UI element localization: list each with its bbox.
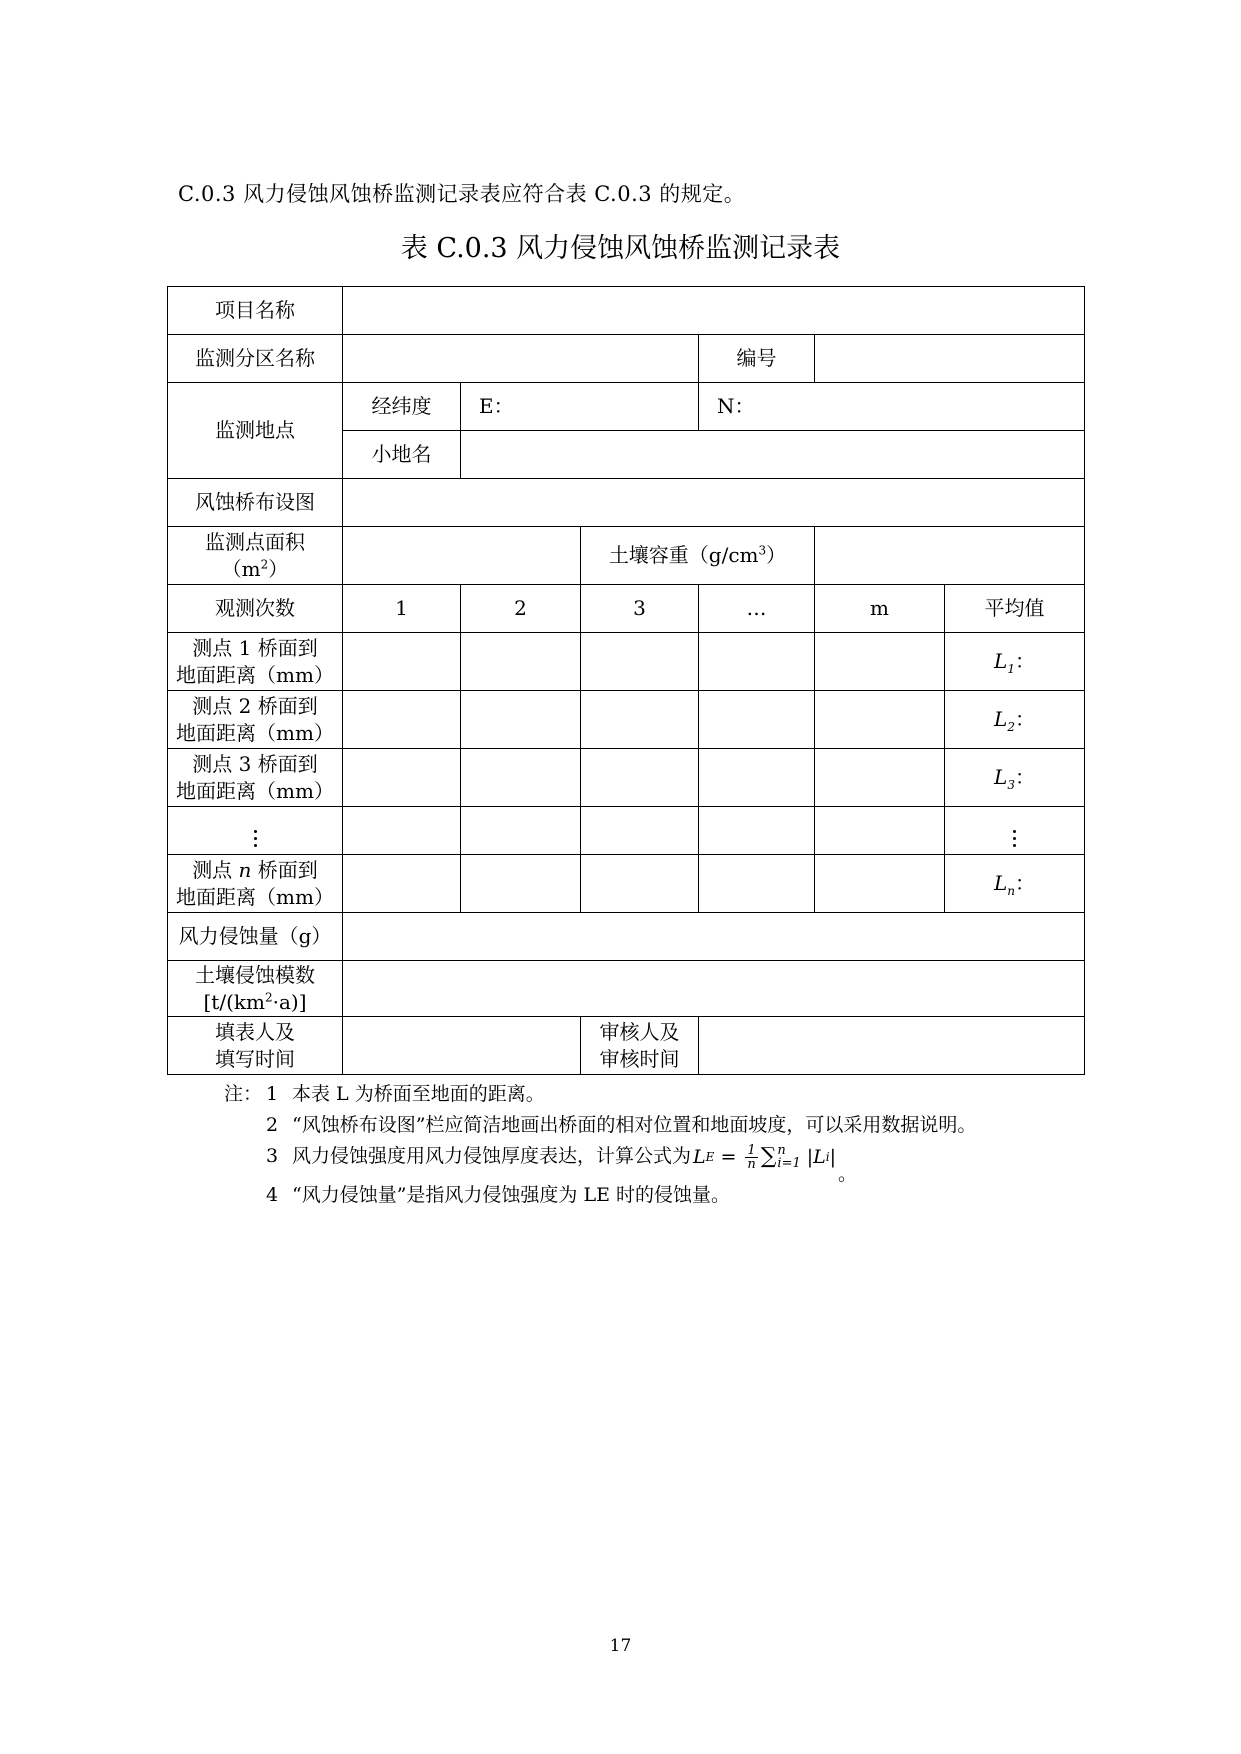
data-cell[interactable] xyxy=(461,807,581,855)
data-cell[interactable] xyxy=(343,633,461,691)
avg-colon: ： xyxy=(1014,765,1035,789)
formula-limits xyxy=(777,1144,800,1170)
modulus-pre: [t/(km xyxy=(203,989,265,1014)
reviewer-line1: 审核人及 xyxy=(599,1019,680,1044)
point-3-label xyxy=(168,749,343,807)
density-value[interactable] xyxy=(815,527,1085,585)
filler-label xyxy=(168,1017,343,1075)
data-cell[interactable] xyxy=(343,691,461,749)
erosion-formula: L E = $\frac{1}{n}$ ∑ n i=1 | L i | xyxy=(693,1142,837,1172)
zone-name-label: 监测分区名称 xyxy=(168,335,343,383)
point-n-pre: 测点 xyxy=(192,857,239,882)
area-unit xyxy=(172,556,338,583)
formula-num: 1 xyxy=(747,1142,756,1158)
data-cell[interactable] xyxy=(699,807,815,855)
table-row xyxy=(168,961,1085,1017)
point-1-line1: 测点 1 桥面到 xyxy=(192,635,318,660)
area-label xyxy=(168,527,343,585)
obs-col-3: 3 xyxy=(581,585,699,633)
point-1-line2: 地面距离（mm） xyxy=(176,662,334,687)
table-row xyxy=(168,633,1085,691)
data-cell[interactable] xyxy=(581,633,699,691)
obs-count-label: 观测次数 xyxy=(168,585,343,633)
data-cell[interactable] xyxy=(461,749,581,807)
note-number: 2 xyxy=(266,1114,279,1136)
filler-value[interactable] xyxy=(343,1017,581,1075)
formula-upper: n xyxy=(777,1143,786,1158)
avg-symbol: L xyxy=(994,765,1008,789)
serial-no-value[interactable] xyxy=(815,335,1085,383)
point-2-label xyxy=(168,691,343,749)
data-cell[interactable] xyxy=(815,691,945,749)
area-value[interactable] xyxy=(343,527,581,585)
data-cell[interactable] xyxy=(815,749,945,807)
avg-colon: ： xyxy=(1015,871,1035,895)
modulus-value[interactable] xyxy=(343,961,1085,1017)
lonlat-label: 经纬度 xyxy=(343,383,461,431)
avg-sub: 3 xyxy=(1007,778,1015,792)
data-cell[interactable] xyxy=(343,749,461,807)
note-number: 1 xyxy=(266,1083,279,1105)
area-unit-sup: 2 xyxy=(260,556,269,571)
table-row xyxy=(168,807,1085,855)
data-cell[interactable] xyxy=(343,855,461,913)
area-unit-close: ） xyxy=(268,556,289,581)
obs-col-ellipsis: … xyxy=(699,585,815,633)
note-item xyxy=(224,1142,1064,1185)
note-item xyxy=(224,1080,1064,1108)
note-text xyxy=(292,1142,1064,1185)
data-cell[interactable] xyxy=(461,633,581,691)
table-row xyxy=(168,287,1085,335)
avg-colon: ： xyxy=(1014,707,1035,731)
average-ellipsis xyxy=(945,807,1085,855)
note-number: 3 xyxy=(266,1145,279,1167)
formula-eq: = xyxy=(714,1146,743,1168)
table-row xyxy=(168,383,1085,431)
data-cell[interactable] xyxy=(581,855,699,913)
table-row xyxy=(168,335,1085,383)
location-label: 监测地点 xyxy=(168,383,343,479)
filler-line2: 填写时间 xyxy=(215,1046,295,1071)
obs-col-2: 2 xyxy=(461,585,581,633)
data-cell[interactable] xyxy=(461,855,581,913)
point-n-line1 xyxy=(172,857,338,884)
data-cell[interactable] xyxy=(815,855,945,913)
layout-map-value[interactable] xyxy=(343,479,1085,527)
formula-abs-open: | xyxy=(806,1146,814,1168)
data-cell[interactable] xyxy=(343,807,461,855)
density-sup: 3 xyxy=(758,543,767,558)
point-n-label xyxy=(168,855,343,913)
note-text: “风力侵蚀量”是指风力侵蚀强度为 LE 时的侵蚀量。 xyxy=(292,1184,730,1206)
point-n-average[interactable] xyxy=(945,855,1085,913)
avg-symbol: L xyxy=(994,707,1008,731)
formula-body: L xyxy=(813,1146,826,1168)
modulus-label xyxy=(168,961,343,1017)
project-name-label: 项目名称 xyxy=(168,287,343,335)
formula-lower: i=1 xyxy=(777,1156,801,1171)
table-row xyxy=(168,855,1085,913)
point-1-label xyxy=(168,633,343,691)
density-label xyxy=(581,527,815,585)
density-close: ） xyxy=(766,543,787,567)
reviewer-line2: 审核时间 xyxy=(599,1046,680,1071)
reviewer-value[interactable] xyxy=(699,1017,1085,1075)
point-2-line1: 测点 2 桥面到 xyxy=(192,693,318,718)
point-3-average[interactable] xyxy=(945,749,1085,807)
data-cell[interactable] xyxy=(581,749,699,807)
formula-lhs: L xyxy=(693,1146,706,1168)
formula-fraction xyxy=(745,1144,757,1171)
avg-sub: n xyxy=(1007,884,1015,898)
data-cell[interactable] xyxy=(699,633,815,691)
avg-symbol: L xyxy=(993,871,1008,895)
obs-col-1: 1 xyxy=(343,585,461,633)
note-text: 本表 L 为桥面至地面的距离。 xyxy=(292,1083,545,1105)
formula-period: 。 xyxy=(838,1163,858,1185)
data-cell[interactable] xyxy=(699,691,815,749)
point-2-line2: 地面距离（mm） xyxy=(176,720,334,745)
table-row xyxy=(168,585,1085,633)
vertical-ellipsis-icon xyxy=(1013,828,1016,849)
note-text: “风蚀桥布设图”栏应简洁地画出桥面的相对位置和地面坡度，可以采用数据说明。 xyxy=(292,1114,977,1136)
serial-no-label: 编号 xyxy=(699,335,815,383)
formula-abs-close: | xyxy=(829,1146,837,1168)
data-cell[interactable] xyxy=(581,807,699,855)
avg-sub: 2 xyxy=(1007,720,1015,734)
data-cell[interactable] xyxy=(815,807,945,855)
modulus-line1: 土壤侵蚀模数 xyxy=(195,962,315,987)
obs-col-m: m xyxy=(815,585,945,633)
point-n-post: 桥面到 xyxy=(251,857,318,882)
formula-sigma: ∑ xyxy=(760,1144,777,1169)
notes xyxy=(224,1080,1064,1212)
erosion-amount-label: 风力侵蚀量（g） xyxy=(168,913,343,961)
place-name-value[interactable] xyxy=(461,431,1085,479)
formula-den: n xyxy=(747,1156,756,1172)
table-row xyxy=(168,749,1085,807)
vertical-ellipsis-row xyxy=(168,807,343,855)
data-cell[interactable] xyxy=(461,691,581,749)
intro-text: C.0.3 风力侵蚀风蚀桥监测记录表应符合表 C.0.3 的规定。 xyxy=(178,182,746,206)
note-item xyxy=(224,1111,1064,1139)
project-name-value[interactable] xyxy=(343,287,1085,335)
data-cell[interactable] xyxy=(699,749,815,807)
point-3-line2: 地面距离（mm） xyxy=(176,778,334,803)
vertical-ellipsis-icon xyxy=(254,828,257,849)
density-label-text: 土壤容重（g/cm xyxy=(608,543,759,567)
table-row xyxy=(168,1017,1085,1075)
table-title: 表 C.0.3 风力侵蚀风蚀桥监测记录表 xyxy=(400,233,841,264)
modulus-line2 xyxy=(172,989,338,1016)
place-name-label: 小地名 xyxy=(343,431,461,479)
table-row xyxy=(168,527,1085,585)
note-number: 4 xyxy=(266,1184,279,1206)
table-row xyxy=(168,479,1085,527)
note-3-text: 风力侵蚀强度用风力侵蚀厚度表达，计算公式为 xyxy=(292,1145,692,1167)
point-n-line2: 地面距离（mm） xyxy=(176,884,334,909)
monitoring-record-table xyxy=(167,286,1085,1075)
east-field[interactable]: E： xyxy=(461,383,699,431)
avg-colon: ： xyxy=(1014,649,1035,673)
data-cell[interactable] xyxy=(699,855,815,913)
avg-sub: 1 xyxy=(1007,662,1015,676)
table-row xyxy=(168,913,1085,961)
filler-line1: 填表人及 xyxy=(215,1019,295,1044)
data-cell[interactable] xyxy=(581,691,699,749)
modulus-sup: 2 xyxy=(264,989,273,1004)
table-row xyxy=(168,691,1085,749)
north-field[interactable]: N： xyxy=(699,383,1085,431)
average-label: 平均值 xyxy=(945,585,1085,633)
reviewer-label xyxy=(581,1017,699,1075)
notes-label: 注： xyxy=(224,1083,263,1105)
point-1-average[interactable] xyxy=(945,633,1085,691)
point-n-var: n xyxy=(238,857,252,882)
erosion-amount-value[interactable] xyxy=(343,913,1085,961)
zone-name-value[interactable] xyxy=(343,335,699,383)
data-cell[interactable] xyxy=(815,633,945,691)
modulus-post: ·a)] xyxy=(272,989,307,1014)
area-unit-open: （m xyxy=(221,556,261,581)
avg-symbol: L xyxy=(994,649,1008,673)
note-item xyxy=(224,1181,1064,1209)
page-number: 17 xyxy=(609,1636,632,1656)
point-2-average[interactable] xyxy=(945,691,1085,749)
layout-map-label: 风蚀桥布设图 xyxy=(168,479,343,527)
area-label-text: 监测点面积 xyxy=(205,529,305,554)
point-3-line1: 测点 3 桥面到 xyxy=(192,751,318,776)
